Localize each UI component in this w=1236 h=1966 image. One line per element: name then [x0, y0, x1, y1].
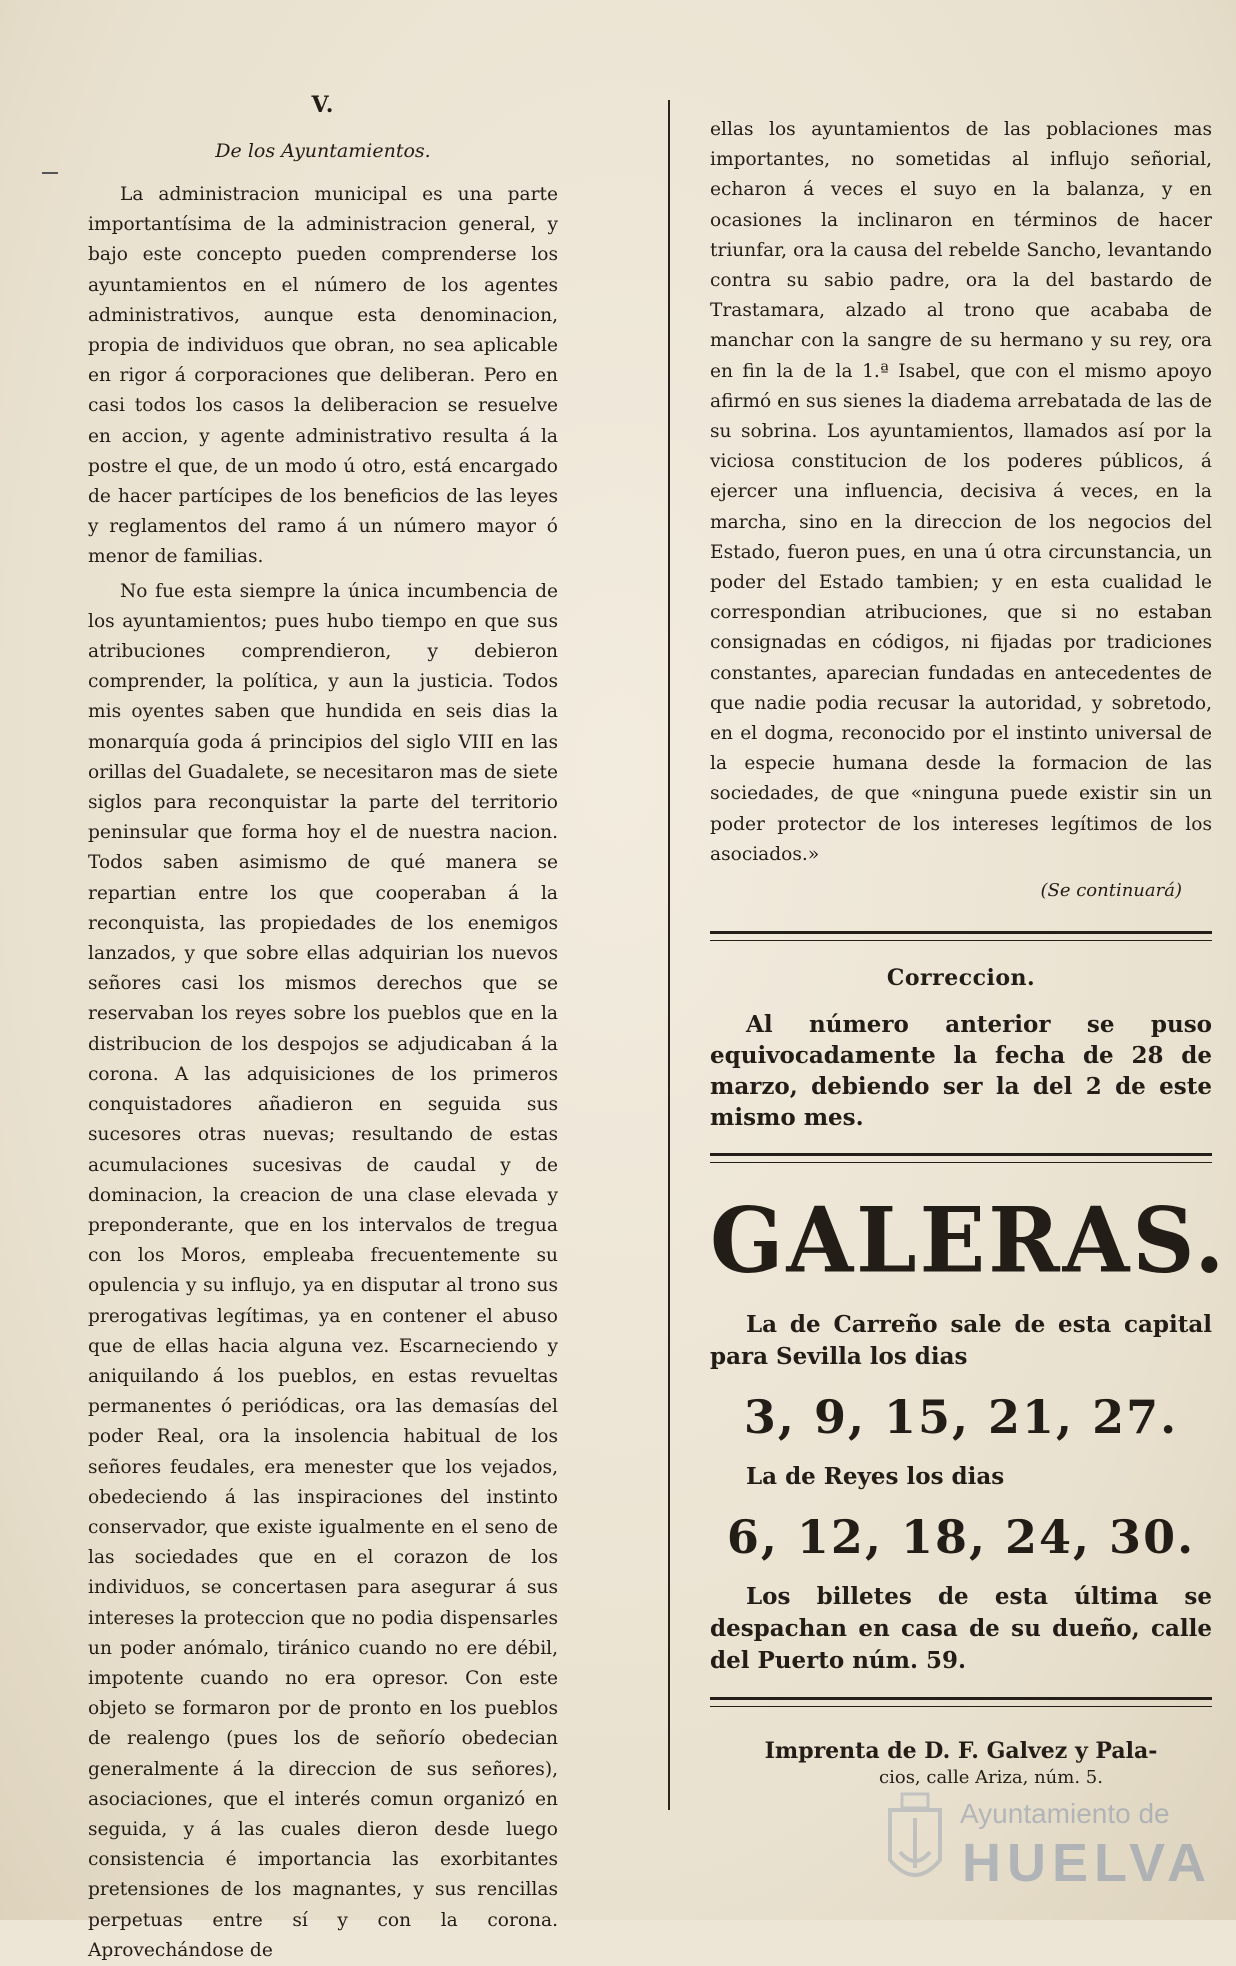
reyes-schedule: La de Reyes los dias: [746, 1463, 1005, 1491]
billetes-note: Los billetes de esta última se despachan en casa de su dueño, calle del Puerto núm. 59.: [710, 1583, 1212, 1675]
watermark: [880, 1790, 1212, 1900]
carreno-schedule: La de Carreño sale de esta capital para Sevilla los dias: [710, 1311, 1212, 1371]
double-rule: [710, 1153, 1212, 1163]
galeras-heading: GALERAS.: [710, 1187, 1228, 1294]
coat-of-arms-icon: [880, 1790, 950, 1900]
reyes-dates: 6, 12, 18, 24, 30.: [726, 1510, 1196, 1565]
section-title: De los Ayuntamientos.: [215, 140, 431, 162]
paragraph-ayuntamientos-1: La administracion municipal es una parte importantísima de la administracion general, y bajo este concepto pueden comprenderse los ayuntamientos en el número de los agentes administrativos, aunque esta denominacion, propia de individuos que obran, no sea aplicable en rigor á corporaciones que deliberan. Pero en casi todos los casos la deliberacion se resuelve en accion, y agente administrativo resulta á la postre el que, de un modo ú otro, está encargado de hacer partícipes de los beneficios de las leyes y reglamentos del ramo á un número mayor ó menor de familias.: [88, 184, 558, 568]
section-number: V.: [311, 92, 335, 118]
watermark-text: Ayuntamiento de: [960, 1798, 1170, 1829]
margin-mark: [42, 172, 58, 174]
right-column: [710, 115, 1228, 1789]
correccion-title: Correccion.: [886, 965, 1036, 992]
double-rule: [710, 1697, 1212, 1707]
paragraph-ayuntamientos-2: No fue esta siempre la única incumbencia de los ayuntamientos; pues hubo tiempo en que sus atribuciones comprendieron, y debieron comprender, la política, y aun la justicia. Todos mis oyentes saben que hundida en seis dias la monarquía goda á principios del siglo VIII en las orillas del Guadalete, se necesitaron mas de siete siglos para reconquistar la parte del territorio peninsular que forma hoy el de nuestra nacion. Todos saben asimismo de qué manera se repartian entre los que cooperaban á la reconquista, las propiedades de los enemigos lanzados, y que sobre ellas adquirian los nuevos señores casi los mismos derechos que se reservaban los reyes sobre los pueblos que en la distribucion de los despojos se adjudicaban á la corona. A las adquisiciones de los primeros conquistadores añadieron en seguida sus sucesores otras nuevas; resultando de estas acumulaciones sucesivas de caudal y de dominacion, la creacion de una clase elevada y preponderante, que en los intervalos de tregua con los Moros, empleaba frecuentemente su opulencia y su influjo, ya en disputar al trono sus prerogativas legítimas, ya en contener el abuso que de ellas hacia alguna vez. Escarneciendo y aniquilando á los pueblos, en estas revueltas permanentes ó periódicas, ora las demasías del poder Real, ora la insolencia habitual de los señores feudales, era menester que los vejados, obedeciendo á las inspiraciones del instinto conservador, que existe igualmente en el seno de las sociedades que en el corazon de los individuos, se concertasen para asegurar á sus intereses la proteccion que no podia dispensarles un poder anómalo, tiránico cuando no ere débil, impotente cuando no era opresor. Con este objeto se formaron por de pronto en los pueblos de realengo (pues los de señorío obedecian generalmente á la direccion de sus señores), asociaciones, que el interés comun organizó en seguida, y á las cuales dieron desde luego consistencia é importancia las exorbitantes pretensiones de los magnantes, y sus rencillas perpetuas entre sí y con la corona. Aprovechándose de: [88, 580, 558, 1961]
paragraph-continuation: ellas los ayuntamientos de las poblaciones mas importantes, no sometidas al influjo señorial, echaron á veces el suyo en la balanza, y en ocasiones la inclinaron en términos de hacer triunfar, ora la causa del rebelde Sancho, levantando contra su sabio padre, ora la del bastardo de Trastamara, alzado al trono que acababa de manchar con la sangre de su hermano y su rey, ora en fin la de la 1.ª Isabel, que con el mismo apoyo afirmó en sus sienes la diadema arrebatada de las de su sobrina. Los ayuntamientos, llamados así por la viciosa constitucion de los poderes públicos, á ejercer una influencia, decisiva á veces, en la marcha, sino en la direccion de los negocios del Estado, fueron pues, en una ú otra circunstancia, un poder del Estado tambien; y en esta cualidad le correspondian atribuciones, que si no estaban consignadas en códigos, ni fijadas por tradiciones constantes, aparecian fundadas en antecedentes de que nadie podia recusar la autoridad, y sobretodo, en el dogma, reconocido por el instinto universal de la especie humana desde la formacion de las sociedades, de que «ninguna puede existir sin un poder protector de los intereses legítimos de los asociados.»: [710, 119, 1212, 865]
left-column: [88, 92, 558, 1966]
imprenta-line: Imprenta de D. F. Galvez y Pala-: [764, 1738, 1158, 1765]
continued-note: (Se continuará): [1040, 880, 1182, 902]
imprenta-address: cios, calle Ariza, núm. 5.: [879, 1767, 1103, 1789]
correccion-body: Al número anterior se puso equivocadamente la fecha de 28 de marzo, debiendo ser la del 2 de este mismo mes.: [710, 1011, 1212, 1132]
watermark-text: HUELVA: [962, 1833, 1212, 1893]
column-divider: [668, 100, 670, 1810]
carreno-dates: 3, 9, 15, 21, 27.: [743, 1390, 1179, 1445]
double-rule: [710, 931, 1212, 941]
